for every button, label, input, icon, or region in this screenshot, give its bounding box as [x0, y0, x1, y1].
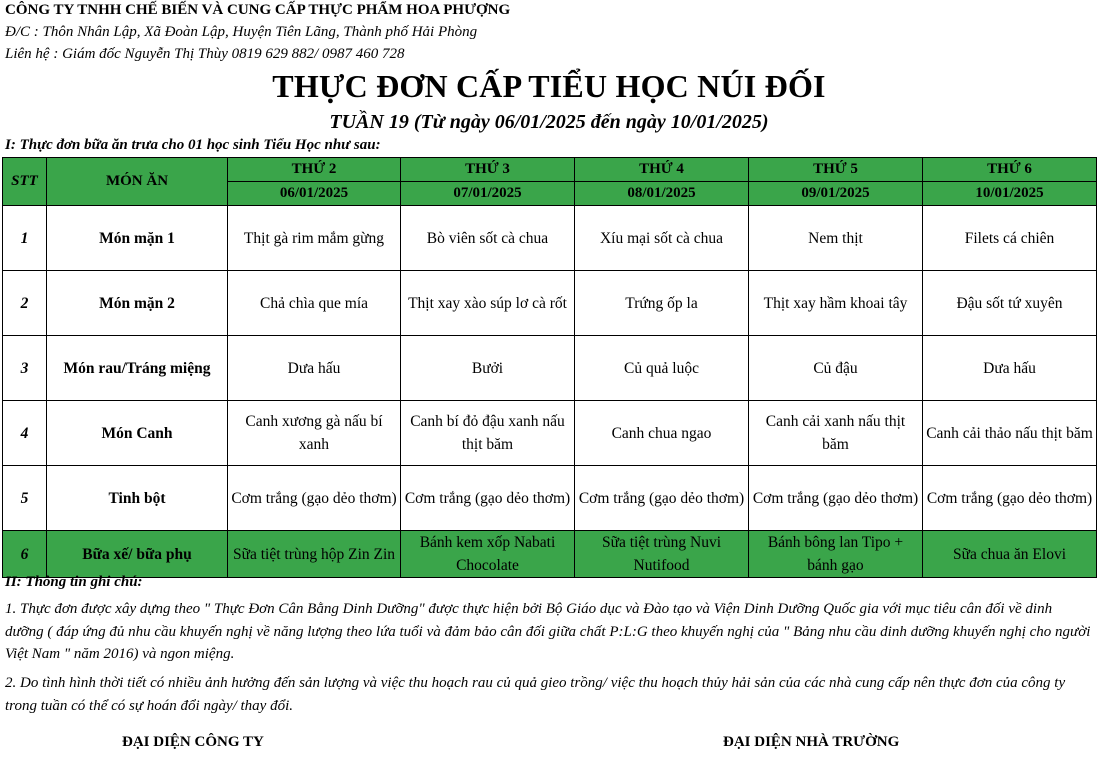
menu-cell: Xíu mại sốt cà chua [575, 206, 749, 271]
row-number: 3 [3, 336, 47, 401]
row-number: 5 [3, 466, 47, 531]
menu-cell: Dưa hấu [923, 336, 1097, 401]
menu-cell: Filets cá chiên [923, 206, 1097, 271]
menu-cell: Đậu sốt tứ xuyên [923, 271, 1097, 336]
menu-cell: Sữa tiệt trùng hộp Zin Zin [228, 531, 401, 578]
menu-cell: Bánh kem xốp Nabati Chocolate [401, 531, 575, 578]
menu-cell: Thịt gà rim mắm gừng [228, 206, 401, 271]
row-number: 4 [3, 401, 47, 466]
menu-cell: Canh xương gà nấu bí xanh [228, 401, 401, 466]
company-contact: Liên hệ : Giám đốc Nguyễn Thị Thùy 0819 629 882/ 0987 460 728 [5, 46, 405, 62]
menu-cell: Củ quả luộc [575, 336, 749, 401]
date-header: 10/01/2025 [923, 182, 1097, 206]
row-number: 2 [3, 271, 47, 336]
menu-cell: Canh cải thảo nấu thịt băm [923, 401, 1097, 466]
day-header: THỨ 4 [575, 158, 749, 182]
dish-category: Món mặn 1 [47, 206, 228, 271]
stt-header: STT [3, 158, 47, 206]
menu-cell: Chả chìa que mía [228, 271, 401, 336]
dish-header: MÓN ĂN [47, 158, 228, 206]
date-header: 07/01/2025 [401, 182, 575, 206]
menu-cell: Cơm trắng (gạo dẻo thơm) [228, 466, 401, 531]
date-header: 06/01/2025 [228, 182, 401, 206]
date-header: 09/01/2025 [749, 182, 923, 206]
dish-category: Món rau/Tráng miệng [47, 336, 228, 401]
table-row [3, 206, 1097, 271]
company-signature-label: ĐẠI DIỆN CÔNG TY [122, 734, 264, 750]
section-lunch-heading: I: Thực đơn bữa ăn trưa cho 01 học sinh Tiểu Học như sau: [5, 137, 381, 153]
day-header: THỨ 6 [923, 158, 1097, 182]
table-row [3, 336, 1097, 401]
menu-cell: Thịt xay hầm khoai tây [749, 271, 923, 336]
menu-cell: Bò viên sốt cà chua [401, 206, 575, 271]
menu-cell: Sữa tiệt trùng Nuvi Nutifood [575, 531, 749, 578]
note-2: 2. Do tình hình thời tiết có nhiều ảnh hưởng đến sản lượng và việc thu hoạch rau củ quả gieo trồng/ việc thu hoạch thủy hải sản của các nhà cung cấp nên thực đơn của công ty trong tuần có thể có sự hoán đổi ngày/ thay đổi. [5, 675, 1066, 714]
menu-cell: Bưởi [401, 336, 575, 401]
table-row-snack [3, 531, 1097, 578]
table-row [3, 401, 1097, 466]
menu-cell: Trứng ốp la [575, 271, 749, 336]
school-signature-label: ĐẠI DIỆN NHÀ TRƯỜNG [723, 734, 900, 750]
menu-cell: Cơm trắng (gạo dẻo thơm) [401, 466, 575, 531]
row-number: 1 [3, 206, 47, 271]
dish-category: Món Canh [47, 401, 228, 466]
menu-cell: Bánh bông lan Tipo + bánh gạo [749, 531, 923, 578]
company-address: Đ/C : Thôn Nhân Lập, Xã Đoàn Lập, Huyện Tiên Lãng, Thành phố Hải Phòng [5, 24, 478, 40]
row-number: 6 [3, 531, 47, 578]
menu-cell: Sữa chua ăn Elovi [923, 531, 1097, 578]
day-header: THỨ 3 [401, 158, 575, 182]
menu-cell: Canh chua ngao [575, 401, 749, 466]
menu-cell: Cơm trắng (gạo dẻo thơm) [575, 466, 749, 531]
table-row [3, 466, 1097, 531]
menu-cell: Thịt xay xào súp lơ cà rốt [401, 271, 575, 336]
date-header: 08/01/2025 [575, 182, 749, 206]
menu-cell: Canh bí đỏ đậu xanh nấu thịt băm [401, 401, 575, 466]
dish-category: Tinh bột [47, 466, 228, 531]
dish-category: Bữa xế/ bữa phụ [47, 531, 228, 578]
table-row [3, 271, 1097, 336]
menu-cell: Dưa hấu [228, 336, 401, 401]
day-header: THỨ 2 [228, 158, 401, 182]
section-notes-heading: II: Thông tin ghi chú: [5, 574, 143, 590]
menu-table [2, 157, 1097, 578]
company-name: CÔNG TY TNHH CHẾ BIẾN VÀ CUNG CẤP THỰC PHẨM HOA PHƯỢNG [5, 2, 511, 18]
dish-category: Món mặn 2 [47, 271, 228, 336]
note-1: 1. Thực đơn được xây dựng theo " Thực Đơn Cân Bằng Dinh Dưỡng" được thực hiện bởi Bộ Giáo dục và Đào tạo và Viện Dinh Dưỡng Quốc gia với mục tiêu cân đối về dinh dưỡng ( đáp ứng đủ nhu cầu khuyến nghị về năng lượng theo lứa tuổi và đảm bảo cân đối giữa chất P:L:G theo khuyến nghị của " Bảng nhu cầu dinh dưỡng khuyến nghị cho người Việt Nam " năm 2016) và ngon miệng. [5, 601, 1091, 662]
menu-cell: Củ đậu [749, 336, 923, 401]
week-subtitle: TUẦN 19 (Từ ngày 06/01/2025 đến ngày 10/01/2025) [329, 111, 769, 133]
day-header: THỨ 5 [749, 158, 923, 182]
menu-cell: Cơm trắng (gạo dẻo thơm) [923, 466, 1097, 531]
menu-cell: Canh cải xanh nấu thịt băm [749, 401, 923, 466]
menu-title: THỰC ĐƠN CẤP TIỂU HỌC NÚI ĐỐI [272, 68, 826, 104]
menu-cell: Nem thịt [749, 206, 923, 271]
menu-cell: Cơm trắng (gạo dẻo thơm) [749, 466, 923, 531]
